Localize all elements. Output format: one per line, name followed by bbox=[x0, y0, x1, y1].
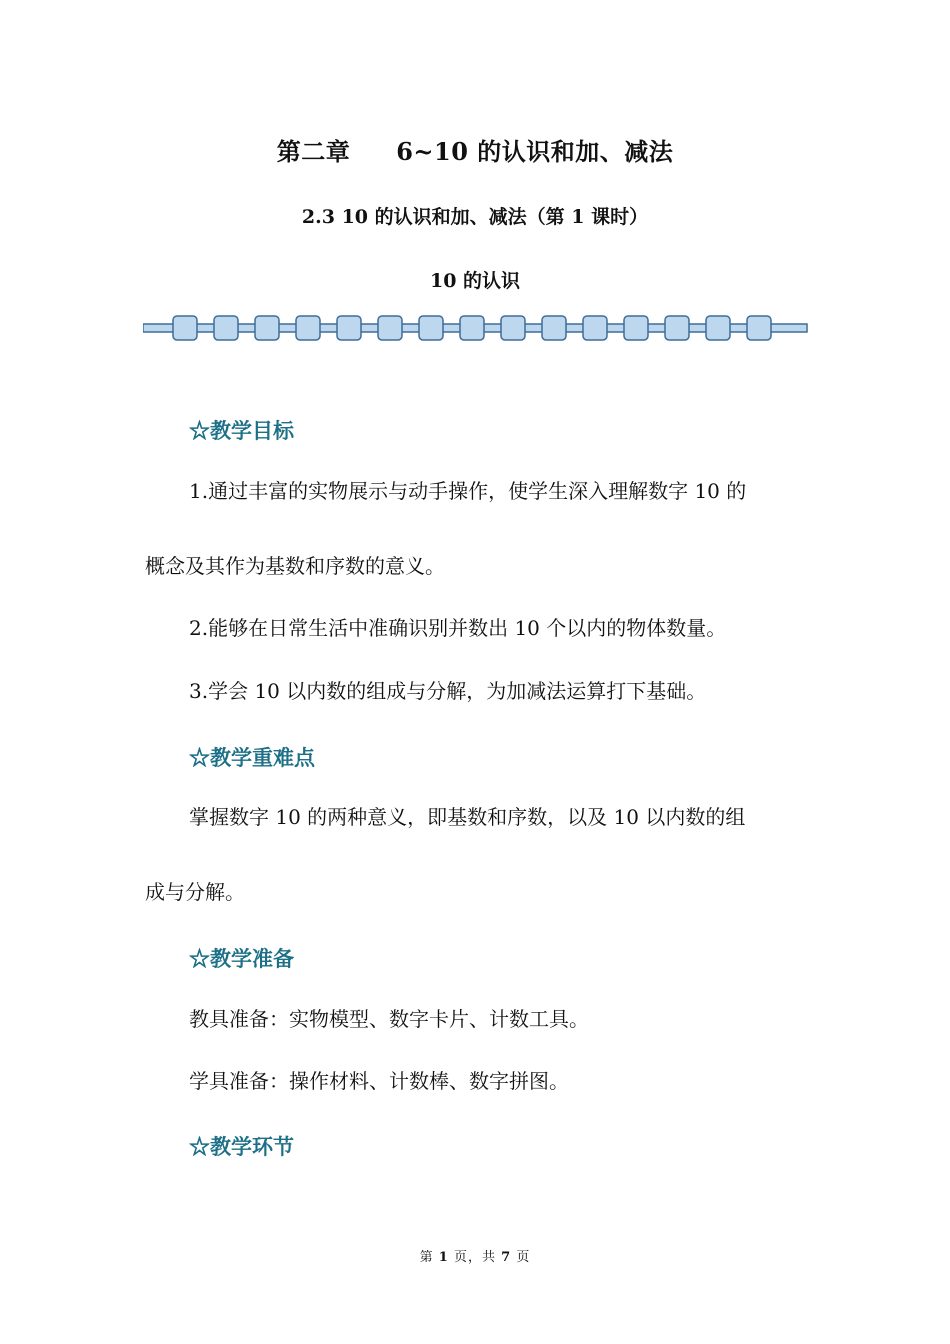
process-heading: ☆教学环节 bbox=[189, 1134, 294, 1159]
goal-1-line-2: 概念及其作为基数和序数的意义。 bbox=[145, 554, 445, 578]
bead bbox=[460, 316, 484, 340]
bead bbox=[255, 316, 279, 340]
bead-divider bbox=[143, 312, 809, 344]
chapter-name: 6~10 的认识和加、减法 bbox=[396, 137, 674, 166]
bead bbox=[173, 316, 197, 340]
footer-middle: 页，共 bbox=[453, 1250, 496, 1265]
footer-total-pages: 7 bbox=[501, 1250, 512, 1265]
bead bbox=[583, 316, 607, 340]
bead bbox=[665, 316, 689, 340]
bead bbox=[624, 316, 648, 340]
bead bbox=[378, 316, 402, 340]
section-title: 2.3 10 的认识和加、减法（第 1 课时） bbox=[301, 206, 649, 228]
footer-current-page: 1 bbox=[438, 1250, 449, 1265]
bead bbox=[501, 316, 525, 340]
footer-prefix: 第 bbox=[419, 1250, 434, 1265]
page-footer bbox=[0, 1246, 950, 1265]
key-points-line-2: 成与分解。 bbox=[145, 880, 245, 904]
teacher-materials: 教具准备：实物模型、数字卡片、计数工具。 bbox=[189, 1007, 589, 1031]
goal-2: 2.能够在日常生活中准确识别并数出 10 个以内的物体数量。 bbox=[189, 616, 727, 640]
student-materials: 学具准备：操作材料、计数棒、数字拼图。 bbox=[189, 1069, 569, 1093]
bead bbox=[214, 316, 238, 340]
key-points-line-1: 掌握数字 10 的两种意义，即基数和序数，以及 10 以内数的组 bbox=[189, 805, 746, 829]
lesson-title: 10 的认识 bbox=[429, 270, 521, 292]
bead bbox=[542, 316, 566, 340]
goal-3: 3.学会 10 以内数的组成与分解，为加减法运算打下基础。 bbox=[189, 679, 707, 703]
chapter-label: 第二章 bbox=[276, 137, 351, 166]
goals-heading: ☆教学目标 bbox=[189, 418, 294, 443]
bead bbox=[706, 316, 730, 340]
bead bbox=[747, 316, 771, 340]
footer-suffix: 页 bbox=[516, 1250, 531, 1265]
goal-1-line-1: 1.通过丰富的实物展示与动手操作，使学生深入理解数字 10 的 bbox=[189, 479, 747, 503]
key-points-heading: ☆教学重难点 bbox=[189, 745, 315, 770]
bead bbox=[296, 316, 320, 340]
preparation-heading: ☆教学准备 bbox=[189, 946, 294, 971]
chapter-title bbox=[0, 132, 950, 167]
bead bbox=[419, 316, 443, 340]
bead bbox=[337, 316, 361, 340]
